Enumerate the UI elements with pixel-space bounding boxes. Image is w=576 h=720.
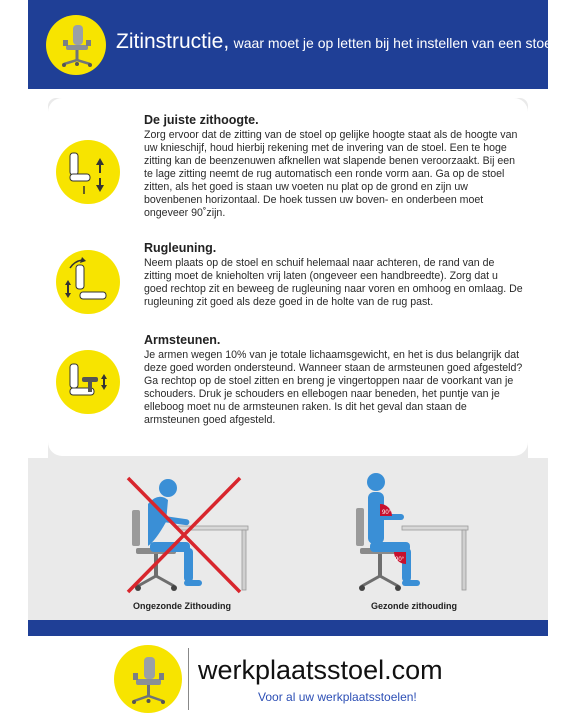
unhealthy-posture-caption: Ongezonde Zithouding	[133, 601, 231, 611]
knee-angle-label: 90°	[395, 557, 405, 563]
title-subtitle: waar moet je op letten bij het instellen van een stoel?	[233, 35, 563, 51]
section-text: Neem plaats op de stoel en schuif helemaal naar achteren, de rand van de zitting moet de knieholten vrij laten (ongeveer een handbreedte). Zorg dat u goed rechtop zit en beweeg de rugleuning naar voren en omhoog en omlaag. De rugleuning zit goed als deze goed in de holte van de rug past.	[144, 257, 523, 308]
title-main: Zitinstructie,	[116, 30, 230, 53]
section-heading: Armsteunen.	[144, 333, 221, 347]
office-chair-icon	[46, 15, 106, 75]
office-chair-icon	[114, 645, 182, 713]
unhealthy-posture-illustration	[112, 470, 252, 598]
section-backrest	[144, 241, 524, 309]
armrest-icon	[56, 350, 120, 414]
chair-logo-badge	[46, 15, 106, 75]
header-banner	[28, 0, 563, 89]
section-heading: De juiste zithoogte.	[144, 113, 259, 127]
section-heading: Rugleuning.	[144, 241, 217, 255]
healthy-posture-illustration	[340, 470, 470, 598]
seat-height-icon	[56, 140, 120, 204]
section-seat-height	[144, 113, 524, 220]
page-title	[116, 30, 563, 54]
section-text: Je armen wegen 10% van je totale lichaamsgewicht, en het is dus belangrijk dat deze goed worden ondersteund. Wanneer staan de armsteunen goed afgesteld? Ga rechtop op de stoel zitten en breng je vingertoppen naar de voorkant van je schouders. Druk je schouders en ellebogen naar beneden, het puntje van je elleboog moet nu de armsteunen raken. Is dit het geval dan staan de armsteunen goed afgesteld.	[144, 349, 523, 426]
healthy-posture-caption: Gezonde zithouding	[371, 601, 457, 611]
footer-tagline: Voor al uw werkplaatsstoelen!	[258, 690, 417, 704]
section-text: Zorg ervoor dat de zitting van de stoel op gelijke hoogte staat als de hoogte van uw knieschijf, houd hierbij rekening met de invering van de stoel. Een te hoge zitting kan de beenzenuwen afknellen wat slapende benen veroorzaakt. Bij een te lage zitting neemt de rug automatisch een ronde vorm aan. Ga op de stoel zitten, als het goed is staan uw voeten nu plat op de grond en zijn uw bovenbenen horizontaal. De hoek tussen uw boven- en onderbeen moet ongeveer 90˚zijn.	[144, 129, 518, 219]
backrest-icon	[56, 250, 120, 314]
section-armrests	[144, 333, 524, 427]
footer-separator	[188, 648, 189, 710]
footer-brand-name: werkplaatsstoel.com	[198, 655, 443, 685]
footer-chair-badge	[114, 645, 182, 713]
posture-comparison	[28, 458, 548, 620]
armrest-badge	[56, 350, 120, 414]
seat-height-badge	[56, 140, 120, 204]
elbow-angle-label: 90°	[382, 510, 392, 516]
backrest-badge	[56, 250, 120, 314]
footer-bar	[28, 620, 548, 636]
